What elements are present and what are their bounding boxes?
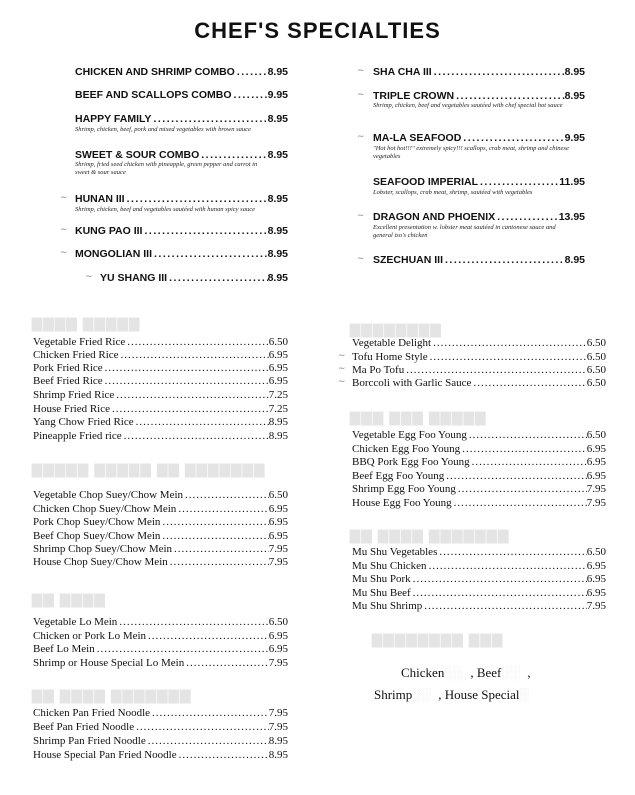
hot-pepper-icon: ∼ bbox=[357, 66, 365, 76]
specialty-item: HAPPY FAMILY ..... 8.95 bbox=[75, 113, 288, 125]
menu-item: Mu Shu Shrimp ..... 7.95 bbox=[352, 600, 606, 613]
menu-item: Vegetable Egg Foo Young ..... 6.50 bbox=[352, 429, 606, 442]
specialty-item: CHICKEN AND SHRIMP COMBO ..... 8.95 bbox=[75, 66, 288, 78]
specialty-description: Shrimp, chicken, beef and vegetables sautéed with hunan spicy sauce bbox=[75, 206, 255, 213]
hot-pepper-icon: ∼ bbox=[357, 132, 365, 142]
menu-item: Beef Pan Fried Noodle ..... 7.95 bbox=[33, 721, 288, 734]
specialty-item: MONGOLIAN III ..... 8.95 bbox=[75, 248, 288, 260]
section-header-vegetable: ▇▇▇▇▇▇▇▇ bbox=[350, 322, 442, 337]
specialty-description: Lobster, scallops, crab meat, shrimp, sautéed with vegetables bbox=[373, 189, 533, 196]
specialty-description: "Hot hot hot!!!" extremely spicy!!! scallops, crab meat, shrimp and chinese vegetables bbox=[373, 145, 569, 160]
menu-item: Mu Shu Pork ..... 6.95 bbox=[352, 573, 606, 586]
specialty-item: KUNG PAO III ..... 8.95 bbox=[75, 225, 288, 237]
menu-item: House Chop Suey/Chow Mein ..... 7.95 bbox=[33, 556, 288, 569]
specialty-item: MA-LA SEAFOOD ..... 9.95 bbox=[373, 132, 585, 144]
section-header-fried-rice: ▇▇▇▇ ▇▇▇▇▇ bbox=[32, 316, 141, 331]
specials-line: Shrimp░░ , House Special░ bbox=[374, 687, 529, 702]
specialty-item: SEAFOOD IMPERIAL ..... 11.95 bbox=[373, 176, 585, 188]
menu-item: Beef Chop Suey/Chow Mein ..... 6.95 bbox=[33, 530, 288, 543]
menu-item: BBQ Pork Egg Foo Young ..... 6.95 bbox=[352, 456, 606, 469]
menu-item: Shrimp or House Special Lo Mein ..... 7.95 bbox=[33, 657, 288, 670]
menu-item: Chicken Egg Foo Young ..... 6.95 bbox=[352, 443, 606, 456]
menu-item: Pork Chop Suey/Chow Mein ..... 6.95 bbox=[33, 516, 288, 529]
menu-item: Mu Shu Chicken ..... 6.95 bbox=[352, 560, 606, 573]
section-header-chop-suey: ▇▇▇▇▇ ▇▇▇▇▇ ▇▇ ▇▇▇▇▇▇▇ bbox=[32, 462, 266, 477]
menu-item: Tofu Home Style ..... 6.50 bbox=[352, 351, 606, 364]
specialty-item: BEEF AND SCALLOPS COMBO ..... 9.95 bbox=[75, 89, 288, 101]
menu-item: Shrimp Chop Suey/Chow Mein ..... 7.95 bbox=[33, 543, 288, 556]
hot-pepper-icon: ∼ bbox=[357, 254, 365, 264]
specialty-description: Shrimp, chicken, beef and vegetables sautéed with chef special hot sauce bbox=[373, 102, 563, 109]
specialty-description: Shrimp, chicken, beef, pork and mixed vegetables with brown sauce bbox=[75, 126, 251, 133]
menu-item: Mu Shu Beef ..... 6.95 bbox=[352, 587, 606, 600]
menu-item: House Fried Rice ..... 7.25 bbox=[33, 403, 288, 416]
menu-item: Mu Shu Vegetables ..... 6.50 bbox=[352, 546, 606, 559]
specialty-item: HUNAN III ..... 8.95 bbox=[75, 193, 288, 205]
menu-item: Beef Egg Foo Young ..... 6.95 bbox=[352, 470, 606, 483]
section-header-pan-fried: ▇▇ ▇▇▇▇ ▇▇▇▇▇▇▇ bbox=[32, 688, 192, 703]
specialty-item: DRAGON AND PHOENIX ..... 13.95 bbox=[373, 211, 585, 223]
hot-pepper-icon: ∼ bbox=[338, 351, 346, 361]
section-header-egg-foo-young: ▇▇▇ ▇▇▇ ▇▇▇▇▇ bbox=[350, 410, 487, 425]
menu-item: Vegetable Fried Rice ..... 6.50 bbox=[33, 336, 288, 349]
hot-pepper-icon: ∼ bbox=[357, 90, 365, 100]
menu-item: House Egg Foo Young ..... 7.95 bbox=[352, 497, 606, 510]
menu-item: Pork Fried Rice ..... 6.95 bbox=[33, 362, 288, 375]
menu-item: Vegetable Lo Mein ..... 6.50 bbox=[33, 616, 288, 629]
menu-item: Shrimp Pan Fried Noodle ..... 8.95 bbox=[33, 735, 288, 748]
hot-pepper-icon: ∼ bbox=[338, 377, 346, 387]
specialty-item: SHA CHA III ..... 8.95 bbox=[373, 66, 585, 78]
menu-item: Chicken Chop Suey/Chow Mein ..... 6.95 bbox=[33, 503, 288, 516]
menu-item: Shrimp Fried Rice ..... 7.25 bbox=[33, 389, 288, 402]
hot-pepper-icon: ∼ bbox=[60, 225, 68, 235]
menu-item: Chicken Pan Fried Noodle ..... 7.95 bbox=[33, 707, 288, 720]
page-title: CHEF'S SPECIALTIES bbox=[194, 18, 441, 43]
menu-item: Vegetable Delight ..... 6.50 bbox=[352, 337, 606, 350]
specialty-item: TRIPLE CROWN ..... 8.95 bbox=[373, 90, 585, 102]
menu-item: Yang Chow Fried Rice ..... 8.95 bbox=[33, 416, 288, 429]
menu-item: Ma Po Tofu ..... 6.50 bbox=[352, 364, 606, 377]
menu-item: Chicken or Pork Lo Mein ..... 6.95 bbox=[33, 630, 288, 643]
hot-pepper-icon: ∼ bbox=[338, 364, 346, 374]
hot-pepper-icon: ∼ bbox=[85, 272, 93, 282]
menu-item: Pineapple Fried rice ..... 8.95 bbox=[33, 430, 288, 443]
section-header-specials: ▇▇▇▇▇▇▇▇ ▇▇▇ bbox=[372, 632, 504, 647]
menu-item: Borccoli with Garlic Sauce ..... 6.50 bbox=[352, 377, 606, 390]
specialty-item: SWEET & SOUR COMBO ..... 8.95 bbox=[75, 149, 288, 161]
specialty-description: Shrimp, fried seed chicken with pineapple, green pepper and carrot in sweet & sour sauce bbox=[75, 161, 258, 176]
specialty-item: YU SHANG III ..... 8.95 bbox=[100, 272, 288, 284]
specialty-item: SZECHUAN III ..... 8.95 bbox=[373, 254, 585, 266]
menu-item: Shrimp Egg Foo Young ..... 7.95 bbox=[352, 483, 606, 496]
hot-pepper-icon: ∼ bbox=[60, 193, 68, 203]
section-header-mu-shu: ▇▇ ▇▇▇▇ ▇▇▇▇▇▇▇ bbox=[350, 528, 510, 543]
hot-pepper-icon: ∼ bbox=[60, 248, 68, 258]
specialty-description: Excellent presentation w. lobster meat sautéed in cantonese sauce and general tso's chicken bbox=[373, 224, 556, 239]
menu-item: Beef Fried Rice ..... 6.95 bbox=[33, 375, 288, 388]
hot-pepper-icon: ∼ bbox=[357, 211, 365, 221]
menu-item: House Special Pan Fried Noodle ..... 8.95 bbox=[33, 749, 288, 762]
menu-item: Beef Lo Mein ..... 6.95 bbox=[33, 643, 288, 656]
specials-line: Chicken░░ , Beef░░ , bbox=[401, 665, 531, 680]
section-header-lo-mein: ▇▇ ▇▇▇▇ bbox=[32, 592, 107, 607]
menu-item: Vegetable Chop Suey/Chow Mein ..... 6.50 bbox=[33, 489, 288, 502]
menu-item: Chicken Fried Rice ..... 6.95 bbox=[33, 349, 288, 362]
